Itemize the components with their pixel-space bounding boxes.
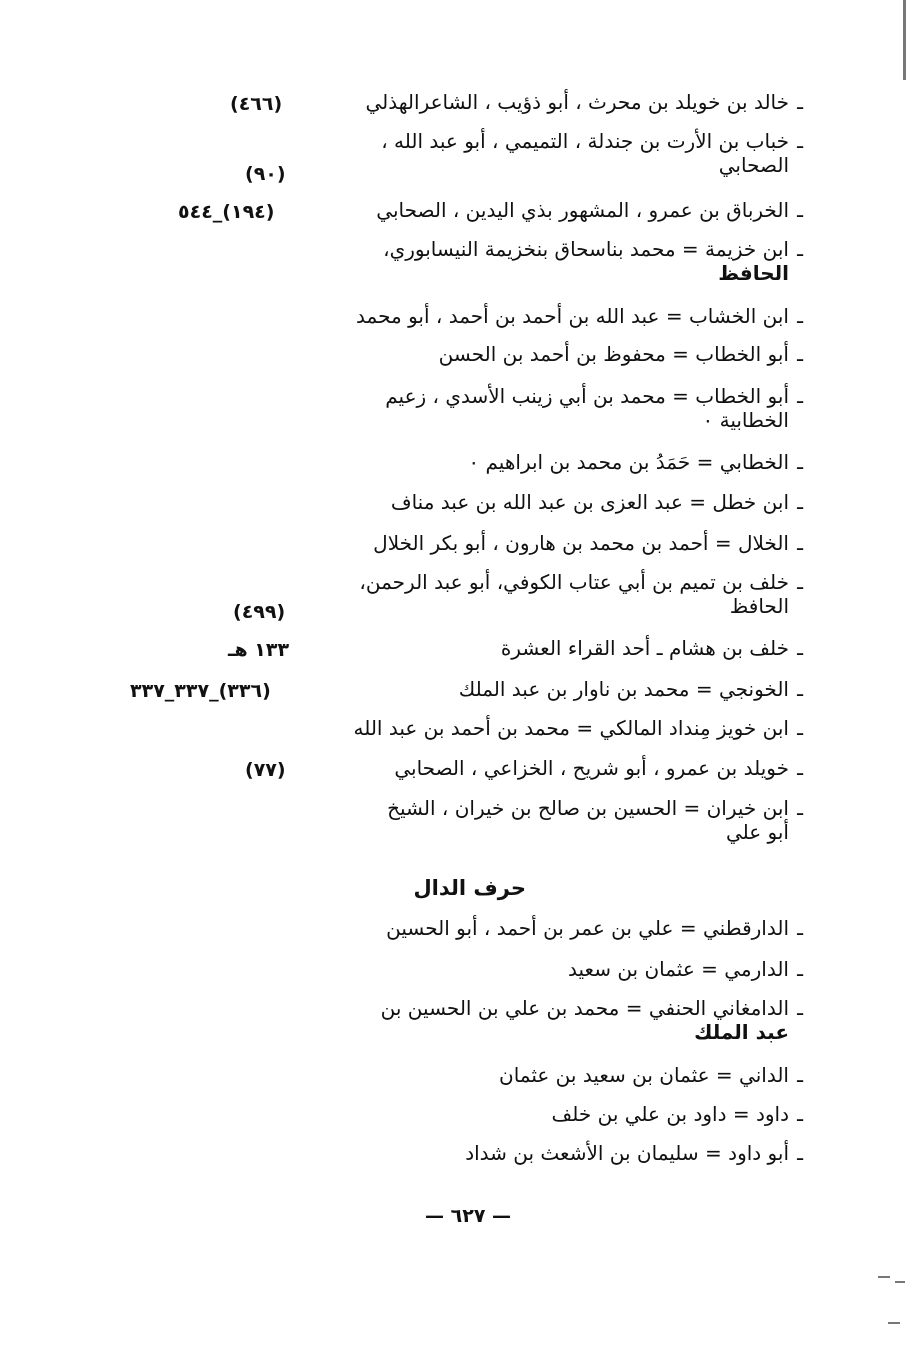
entry-continuation: الحافظ xyxy=(729,594,789,618)
entry-dash: ـ xyxy=(797,716,803,740)
entry-text: خويلد بن عمرو ، أبو شريح ، الخزاعي ، الصحابي xyxy=(394,756,789,780)
entry-reference: (٤٦٦) xyxy=(230,93,283,115)
entry-reference: (٩٠) xyxy=(245,163,286,185)
entry-dash: ـ xyxy=(797,129,803,153)
index-entry xyxy=(311,237,811,285)
entry-text: الدارقطني = علي بن عمر بن أحمد ، أبو الحسين xyxy=(386,916,789,940)
page-number: — ٦٢٧ — xyxy=(425,1205,512,1227)
entry-dash: ـ xyxy=(797,1102,803,1126)
section-heading: حرف الدال xyxy=(413,876,526,900)
entry-reference: (٣٣٦)_٣٣٧_٣٣٧ xyxy=(130,680,271,702)
entry-dash: ـ xyxy=(797,1141,803,1165)
entry-continuation: الحافظ xyxy=(718,261,789,285)
entry-text: داود = داود بن علي بن خلف xyxy=(551,1102,789,1126)
entry-continuation: عبد الملك xyxy=(694,1020,789,1044)
entry-dash: ـ xyxy=(797,342,803,366)
index-entry xyxy=(311,198,811,222)
index-entry xyxy=(311,129,811,177)
entry-dash: ـ xyxy=(797,304,803,328)
index-entry xyxy=(311,796,811,844)
index-entry xyxy=(311,1141,811,1165)
index-entry xyxy=(311,916,811,940)
entry-continuation: الخطابية ٠ xyxy=(702,408,789,432)
entry-text: الخونجي = محمد بن ناوار بن عبد الملك xyxy=(458,677,789,701)
entry-dash: ـ xyxy=(797,384,803,408)
entry-dash: ـ xyxy=(797,916,803,940)
index-entry xyxy=(311,90,811,114)
index-entry xyxy=(311,756,811,780)
entry-dash: ـ xyxy=(797,90,803,114)
index-entry xyxy=(311,531,811,555)
entry-text: أبو داود = سليمان بن الأشعث بن شداد xyxy=(465,1141,789,1165)
entry-text: أبو الخطاب = محفوظ بن أحمد بن الحسن xyxy=(438,342,789,366)
entry-dash: ـ xyxy=(797,756,803,780)
entry-dash: ـ xyxy=(797,636,803,660)
index-entry xyxy=(311,957,811,981)
entry-continuation: أبو علي xyxy=(725,820,789,844)
index-entry xyxy=(311,636,811,660)
entry-text: ابن خطل = عبد العزى بن عبد الله بن عبد مناف xyxy=(390,490,789,514)
entry-reference: (١٩٤)_٥٤٤ xyxy=(178,201,275,223)
entry-dash: ـ xyxy=(797,450,803,474)
entry-dash: ـ xyxy=(797,237,803,261)
index-entry xyxy=(311,1063,811,1087)
index-entry xyxy=(311,677,811,701)
entry-reference: ١٣٣ هـ xyxy=(228,639,290,661)
index-entry xyxy=(311,716,811,740)
index-entry xyxy=(311,450,811,474)
entry-text: ابن خيران = الحسين بن صالح بن خيران ، الشيخ xyxy=(387,796,789,820)
entry-continuation: الصحابي xyxy=(718,153,789,177)
index-entry xyxy=(311,1102,811,1126)
entry-text: الخرباق بن عمرو ، المشهور بذي اليدين ، الصحابي xyxy=(376,198,789,222)
index-entry xyxy=(311,996,811,1044)
entry-reference: (٤٩٩) xyxy=(233,601,286,623)
index-entry xyxy=(311,342,811,366)
entry-reference: (٧٧) xyxy=(245,759,286,781)
entry-text: الخلال = أحمد بن محمد بن هارون ، أبو بكر الخلال xyxy=(373,531,789,555)
entry-dash: ـ xyxy=(797,531,803,555)
entry-dash: ـ xyxy=(797,677,803,701)
entry-dash: ـ xyxy=(797,1063,803,1087)
index-entry xyxy=(311,490,811,514)
entry-dash: ـ xyxy=(797,570,803,594)
entry-text: الخطابي = حَمَدُ بن محمد بن ابراهيم ٠ xyxy=(468,450,789,474)
entry-text: الدارمي = عثمان بن سعيد xyxy=(568,957,789,981)
entry-text: خالد بن خويلد بن محرث ، أبو ذؤيب ، الشاعرالهذلي xyxy=(365,90,789,114)
scan-edge-mark xyxy=(878,1276,890,1278)
entry-dash: ـ xyxy=(797,957,803,981)
entry-dash: ـ xyxy=(797,198,803,222)
entry-dash: ـ xyxy=(797,490,803,514)
index-entry xyxy=(311,304,811,328)
index-entry xyxy=(311,384,811,432)
entry-text: ابن خزيمة = محمد بناسحاق بنخزيمة النيسابوري، xyxy=(383,237,789,261)
entry-text: الدامغاني الحنفي = محمد بن علي بن الحسين بن xyxy=(380,996,789,1020)
index-entry xyxy=(311,570,811,618)
entry-text: ابن خويز مِنداد المالكي = محمد بن أحمد بن عبد الله xyxy=(353,716,789,740)
entry-text: الداني = عثمان بن سعيد بن عثمان xyxy=(499,1063,789,1087)
scan-edge-mark xyxy=(895,1281,905,1283)
entry-text: خباب بن الأرت بن جندلة ، التميمي ، أبو عبد الله ، xyxy=(381,129,789,153)
entry-text: خلف بن هشام ـ أحد القراء العشرة xyxy=(500,636,789,660)
entry-dash: ـ xyxy=(797,996,803,1020)
entry-dash: ـ xyxy=(797,796,803,820)
scan-edge-mark xyxy=(888,1322,900,1324)
entry-text: ابن الخشاب = عبد الله بن أحمد بن أحمد ، أبو محمد xyxy=(356,304,789,328)
entry-text: خلف بن تميم بن أبي عتاب الكوفي، أبو عبد الرحمن، xyxy=(359,570,789,594)
entry-text: أبو الخطاب = محمد بن أبي زينب الأسدي ، زعيم xyxy=(385,384,789,408)
